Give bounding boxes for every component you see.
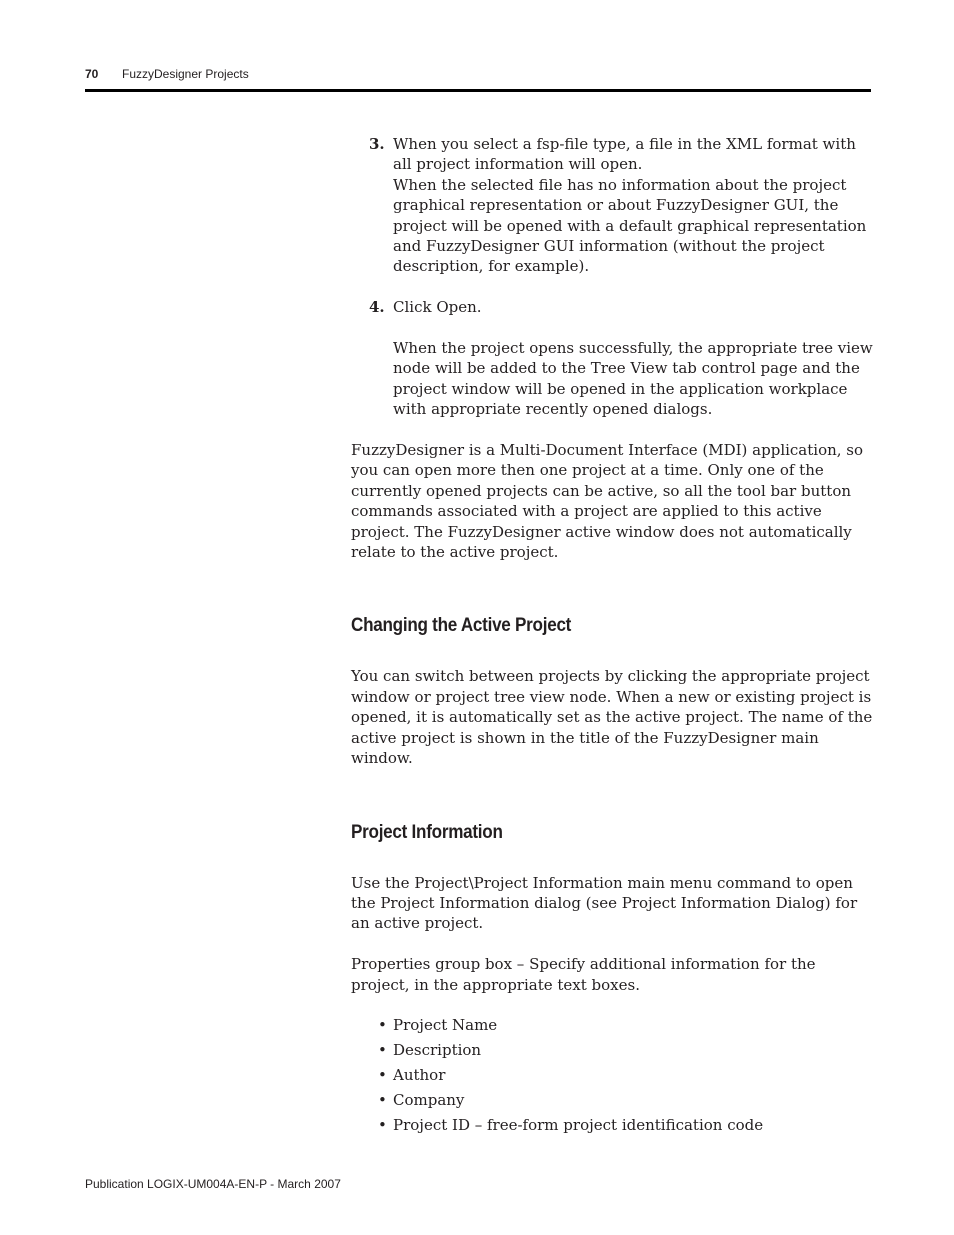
step-text: When you select a fsp-file type, a file in the XML format with all project information will open. — [393, 135, 856, 174]
step-number: 3. — [369, 135, 385, 153]
step-number: 4. — [369, 298, 385, 317]
list-item: • Author — [378, 1066, 446, 1085]
running-section-title: FuzzyDesigner Projects — [122, 67, 249, 81]
step-text: When the project opens successfully, the appropriate tree view node will be added to the Tree View tab control page and the project window will be opened in the application workplace with appropriate recently opened dialogs. — [393, 339, 873, 419]
list-item: • Description — [378, 1041, 482, 1060]
page-number: 70 — [85, 67, 99, 81]
body-paragraph: Properties group box – Specify additional information for the project, in the appropriate text boxes. — [351, 955, 816, 994]
list-item: • Project Name — [378, 1016, 498, 1035]
list-item: • Project ID – free-form project identification code — [378, 1116, 764, 1135]
step-4 — [351, 297, 873, 419]
page-footer: Publication LOGIX-UM004A-EN-P - March 2007 — [85, 1177, 341, 1191]
properties-list — [351, 1015, 873, 1135]
body-paragraph: Use the Project\Project Information main menu command to open the Project Information dialog (see Project Information Dialog) for an active project. — [351, 873, 858, 933]
body-paragraph: You can switch between projects by clicking the appropriate project window or project tree view node. When a new or existing project is opened, it is automatically set as the active project. The name of the active project is shown in the title of the FuzzyDesigner main window. — [351, 667, 873, 768]
mdi-paragraph: FuzzyDesigner is a Multi-Document Interface (MDI) application, so you can open more then one project at a time. Only one of the currently opened projects can be active, so all the tool bar button commands associated with a project are applied to this active project. The FuzzyDesigner active window does not automatically relate to the active project. — [351, 441, 864, 562]
header-rule — [85, 89, 871, 92]
step-text: Click Open. — [393, 298, 482, 317]
section-heading-changing-active-project: Changing the Active Project — [351, 615, 572, 637]
step-3 — [351, 134, 873, 277]
main-content — [351, 134, 873, 1140]
list-item: • Company — [378, 1091, 465, 1110]
section-heading-project-information: Project Information — [351, 821, 503, 843]
step-text: When the selected file has no information about the project graphical representation or about FuzzyDesigner GUI, the project will be opened with a default graphical representation and FuzzyDesigner GUI information (without the project description, for example). — [393, 175, 867, 276]
